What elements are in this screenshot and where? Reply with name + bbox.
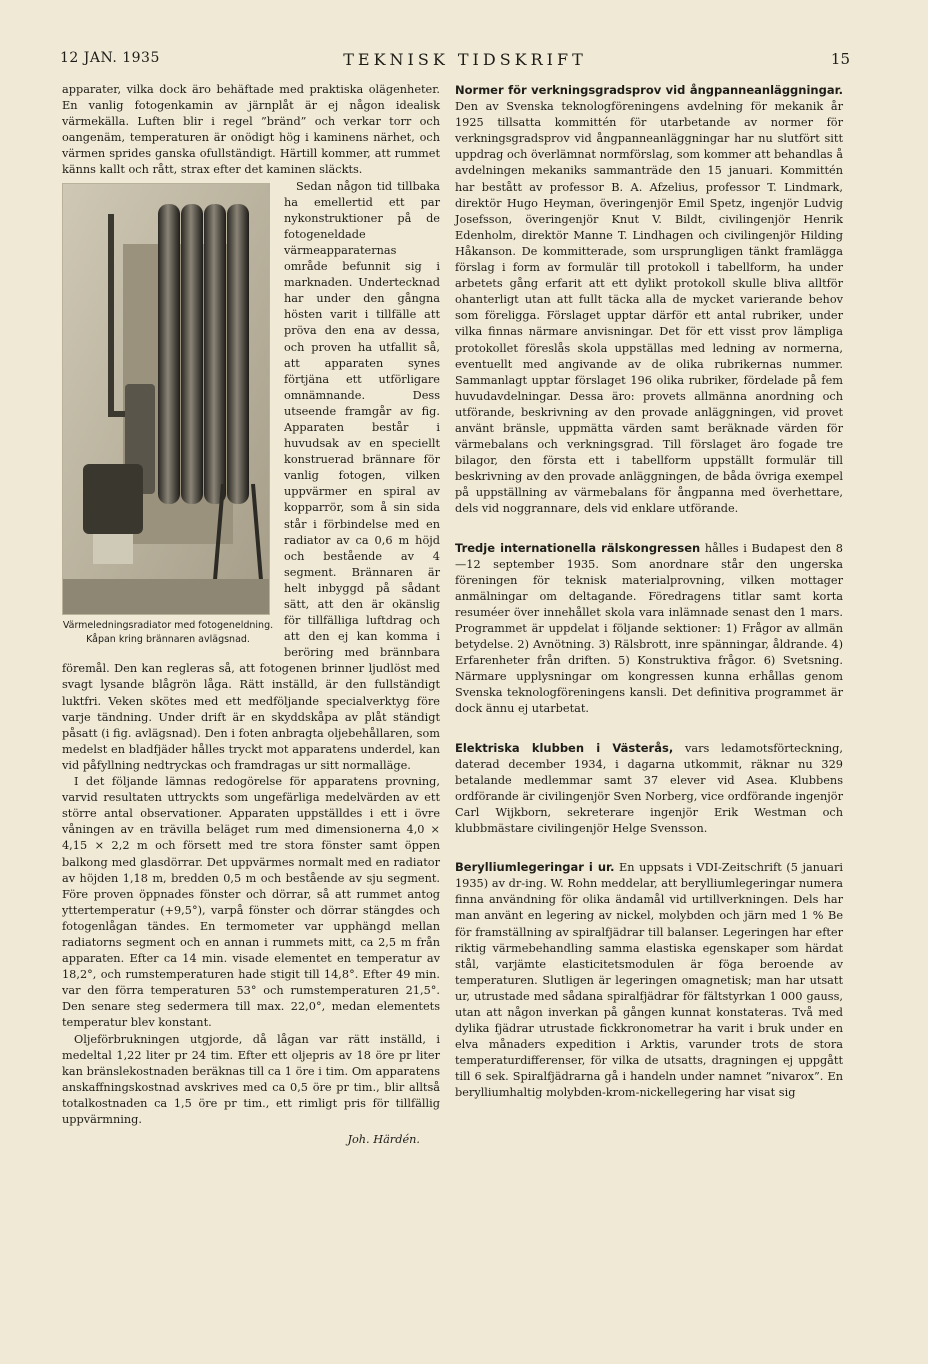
figure-caption: Värmeledningsradiator med fotogeneldning. Kåpan kring brännaren avlägsnad. bbox=[62, 619, 274, 645]
paragraph-intro: apparater, vilka dock äro behäftade med praktiska olägenheter. En vanlig fotogenkamin av järnplåt är ej någon idealisk värmekälla. Luften blir i regel ”bränd” och verkar torr och oangenäm, temperaturen är onödigt hög i kaminens närhet, och värmen sprides ganska ofullständigt. Härtill kommer, att rummet känns kallt och rått, strax efter det kaminen släckts. bbox=[62, 83, 440, 177]
section-body-elektriska-klubben: vars ledamotsförteckning, daterad december 1934, i dagarna utkommit, räknar nu 329 betalande medlemmar samt 37 elever vid Asea. Klubbens ordförande är civilingenjör Sven Norberg, vice ordförande ingenjör Carl Wijkborn, sekreterare ingenjör Erik Westman och klubbmästare civilingenjör Helge Svensson. bbox=[455, 741, 844, 836]
paragraph-description: Sedan någon tid tillbaka ha emellertid ett par nykonstruktioner på de fotogeneldade värmeapparaternas område befunnit sig i marknaden. Undertecknad har under den gångna hösten varit i tillfälle att pröva den ena av dessa, och proven ha utfallit så, att apparaten synes förtjäna ett utförligare omnämnande. Dess utseende framgår av fig. Apparaten består i huvudsak av en speciellt konstruerad brännare för vanlig fotogen, vilken uppvärmer en spiral av kopparrör, som å sin sida står i förbindelse med en radiator av ca 0,6 m höjd och bestående av 4 segment. Brännaren är helt inbyggd på sådant sätt, att den är okänslig för tillfälliga luftdrag och att den ej kan komma i beröring med brännbara föremål. Den kan regleras så, att fotogenen brinner ljudlöst med svagt lysande blågrön låga. Rätt inställd, är den fullständigt luktfri. Veken skötes med ett medföljande specialverktyg före varje tändning. Under drift är en skyddskåpa av plåt ständigt påsatt (i fig. avlägsnad). Den i foten anbragta oljebehållaren, som medelst en bladfjäder hålles tryckt mot apparatens underdel, kan vid påfyllning nedtryckas och framdragas ur sitt normalläge. bbox=[62, 179, 440, 772]
page-header bbox=[60, 44, 850, 74]
radiator-illustration bbox=[63, 184, 269, 614]
paragraph-testing: I det följande lämnas redogörelse för apparatens provning, varvid resultaten uttryckts som ungefärliga medelvärden av ett större antal observationer. Apparaten uppställdes i ett i övre våningen av en trävilla beläget rum med dimensionerna 4,0 × 4,15 × 2,2 m och försett med tre stora fönster samt öppen balkong med glasdörrar. Det uppvärmes normalt med en radiator av höjden 1,18 m, bredden 0,5 m och bestående av sju segment. Före proven öppnades fönster och dörrar, så att rummet antog yttertemperatur (+9,5°), varpå fönster och dörrar stängdes och fotogenlågan tändes. En termometer var upphängd mellan radiatorns segment och en annan i rummets mitt, ca 2,5 m från apparaten. Efter ca 14 min. visade elementet en temperatur av 18,2°, och rumstemperaturen hade stigit till 14,8°. Efter 49 min. var den förra temperaturen 53° och rumstemperaturen 21,5°. Den senare steg sedermera till max. 22,0°, medan elementets temperatur blev konstant. bbox=[62, 775, 440, 1030]
section-heading-normer: Normer för verkningsgradsprov vid ångpanneanläggningar. bbox=[455, 83, 843, 97]
section-heading-ralskongress: Tredje internationella rälskongressen bbox=[455, 540, 701, 555]
journal-title: TEKNISK TIDSKRIFT bbox=[343, 50, 587, 69]
section-heading-beryllium: Berylliumlegeringar i ur. bbox=[455, 860, 615, 875]
radiator-photo bbox=[62, 183, 270, 615]
page-number: 15 bbox=[830, 50, 850, 68]
paragraph-cost: Oljeförbrukningen utgjorde, då lågan var rätt inställd, i medeltal 1,22 liter pr 24 tim. Efter ett oljepris av 18 öre pr liter kan bränslekostnaden beräknas till ca 1 öre i tim. Om apparatens anskaffningskostnad avskrives med ca 0,5 öre pr tim., blir alltså totalkostnaden ca 1,5 öre pr tim., ett rimligt pris för tillfällig uppvärmning. bbox=[62, 1032, 440, 1126]
author-signature: Joh. Härdén. bbox=[347, 1133, 420, 1147]
section-heading-elektriska-klubben: Elektriska klubben i Västerås, bbox=[455, 740, 674, 755]
issue-date: 12 JAN. 1935 bbox=[60, 50, 160, 66]
section-body-normer: Den av Svenska teknologföreningens avdelning för mekanik år 1925 tillsatta kommittén för utarbetande av normer för verkningsgradsprov vid ångpanneanläggningar har nu slutfört sitt uppdrag och överlämnat normförslag, som kommer att behandlas å avdelningen mekaniks sammanträde den 15 januari. Kommittén har bestått av professor B. A. Afzelius, professor T. Lindmark, direktör Hugo Heyman, överingenjör Emil Spetz, ingenjör Ludvig Josefsson, överingenjör Knut V. Bildt, civilingenjör Henrik Edenholm, direktör Manne T. Lindhagen och civilingenjör Hilding Håkanson. De kommitterade, som ursprungligen tänkt framlägga förslag i form av formulär till protokoll i tabellform, ha under arbetets gång erfarit att ett dylikt protokoll skulle bliva alltför ohanterligt utan att fullt täcka alla de mycket varierande behov som föreligga. Förslaget upptar därför ett antal rubriker, under vilka finnas närmare anvisningar. Det för ett visst prov lämpliga protokollet föreslås skola uppställas med ledning av normerna, eventuellt med angivande av de olika rubrikernas nummer. Sammanlagt upptar förslaget 196 olika rubriker, fördelade på fem huvudavdelningar. Dessa äro: provets allmänna anordning och utförande, beskrivning av den provade anläggningen, vid provet använt bränsle, uppmätta värden samt beräknade värden för värmebalans och verkningsgrad. Till förslaget äro fogade tre bilagor, den första ett i tabellform uppställt formulär till beskrivning av den provade anläggningen, de båda övriga exempel på uppställning av värmebalans för ångpanna med överhettare, dels vid noggrannare, dels vid enklare utförande. bbox=[455, 100, 843, 516]
section-body-ralskongress: hålles i Budapest den 8—12 september 1935. Som anordnare står den ungerska föreningen för teknisk materialprovning, vilken mottager anmälningar om deltagande. Föredragens titlar samt korta resuméer över innehållet skola vara inlämnade senast den 1 mars. Programmet är uppdelat i följande sektioner: 1) Frågor av allmän betydelse. 2) Avnötning. 3) Rälsbrott, inre spänningar, åldrande. 4) Erfarenheter från driften. 5) Konstruktiva frågor. 6) Svetsning. Närmare upplysningar om kongressen kunna erhållas genom Svenska teknologföreningens kansli. Det definitiva programmet är dock ännu ej utarbetat. bbox=[455, 541, 843, 716]
right-column bbox=[455, 82, 843, 1102]
figure bbox=[62, 183, 274, 647]
left-column bbox=[62, 82, 440, 1148]
section-body-beryllium: En uppsats i VDI-Zeitschrift (5 januari 1935) av dr-ing. W. Rohn meddelar, att berylliumlegeringar numera finna användning för olika ändamål vid urtillverkningen. Dels har man använt en legering av nickel, molybden och järn med 1 % Be för framställning av spiralfjädrar till balanser. Legeringen har efter riktig värmebehandling samma elastiska egenskaper som härdat stål, varjämte elasticitetsmodulen är föga beroende av temperaturen. Slutligen är legeringen omagnetisk; man har utsatt ur, utrustade med sådana spiralfjädrar för fältstyrkan 1 000 gauss, utan att någon inverkan på gången kunnat konstateras. Två med dylika fjädrar utrustade fickkronometrar ha varit i bruk under en elva månaders expedition i Arktis, varunder trots de stora temperaturdifferenser, för vilka de utsatts, dragningen ej uppgått till 6 sek. Spiralfjädrarna gå i handeln under namnet ”nivarox”. En berylliumhaltig molybden-krom-nickellegering har visat sig bbox=[455, 861, 843, 1100]
